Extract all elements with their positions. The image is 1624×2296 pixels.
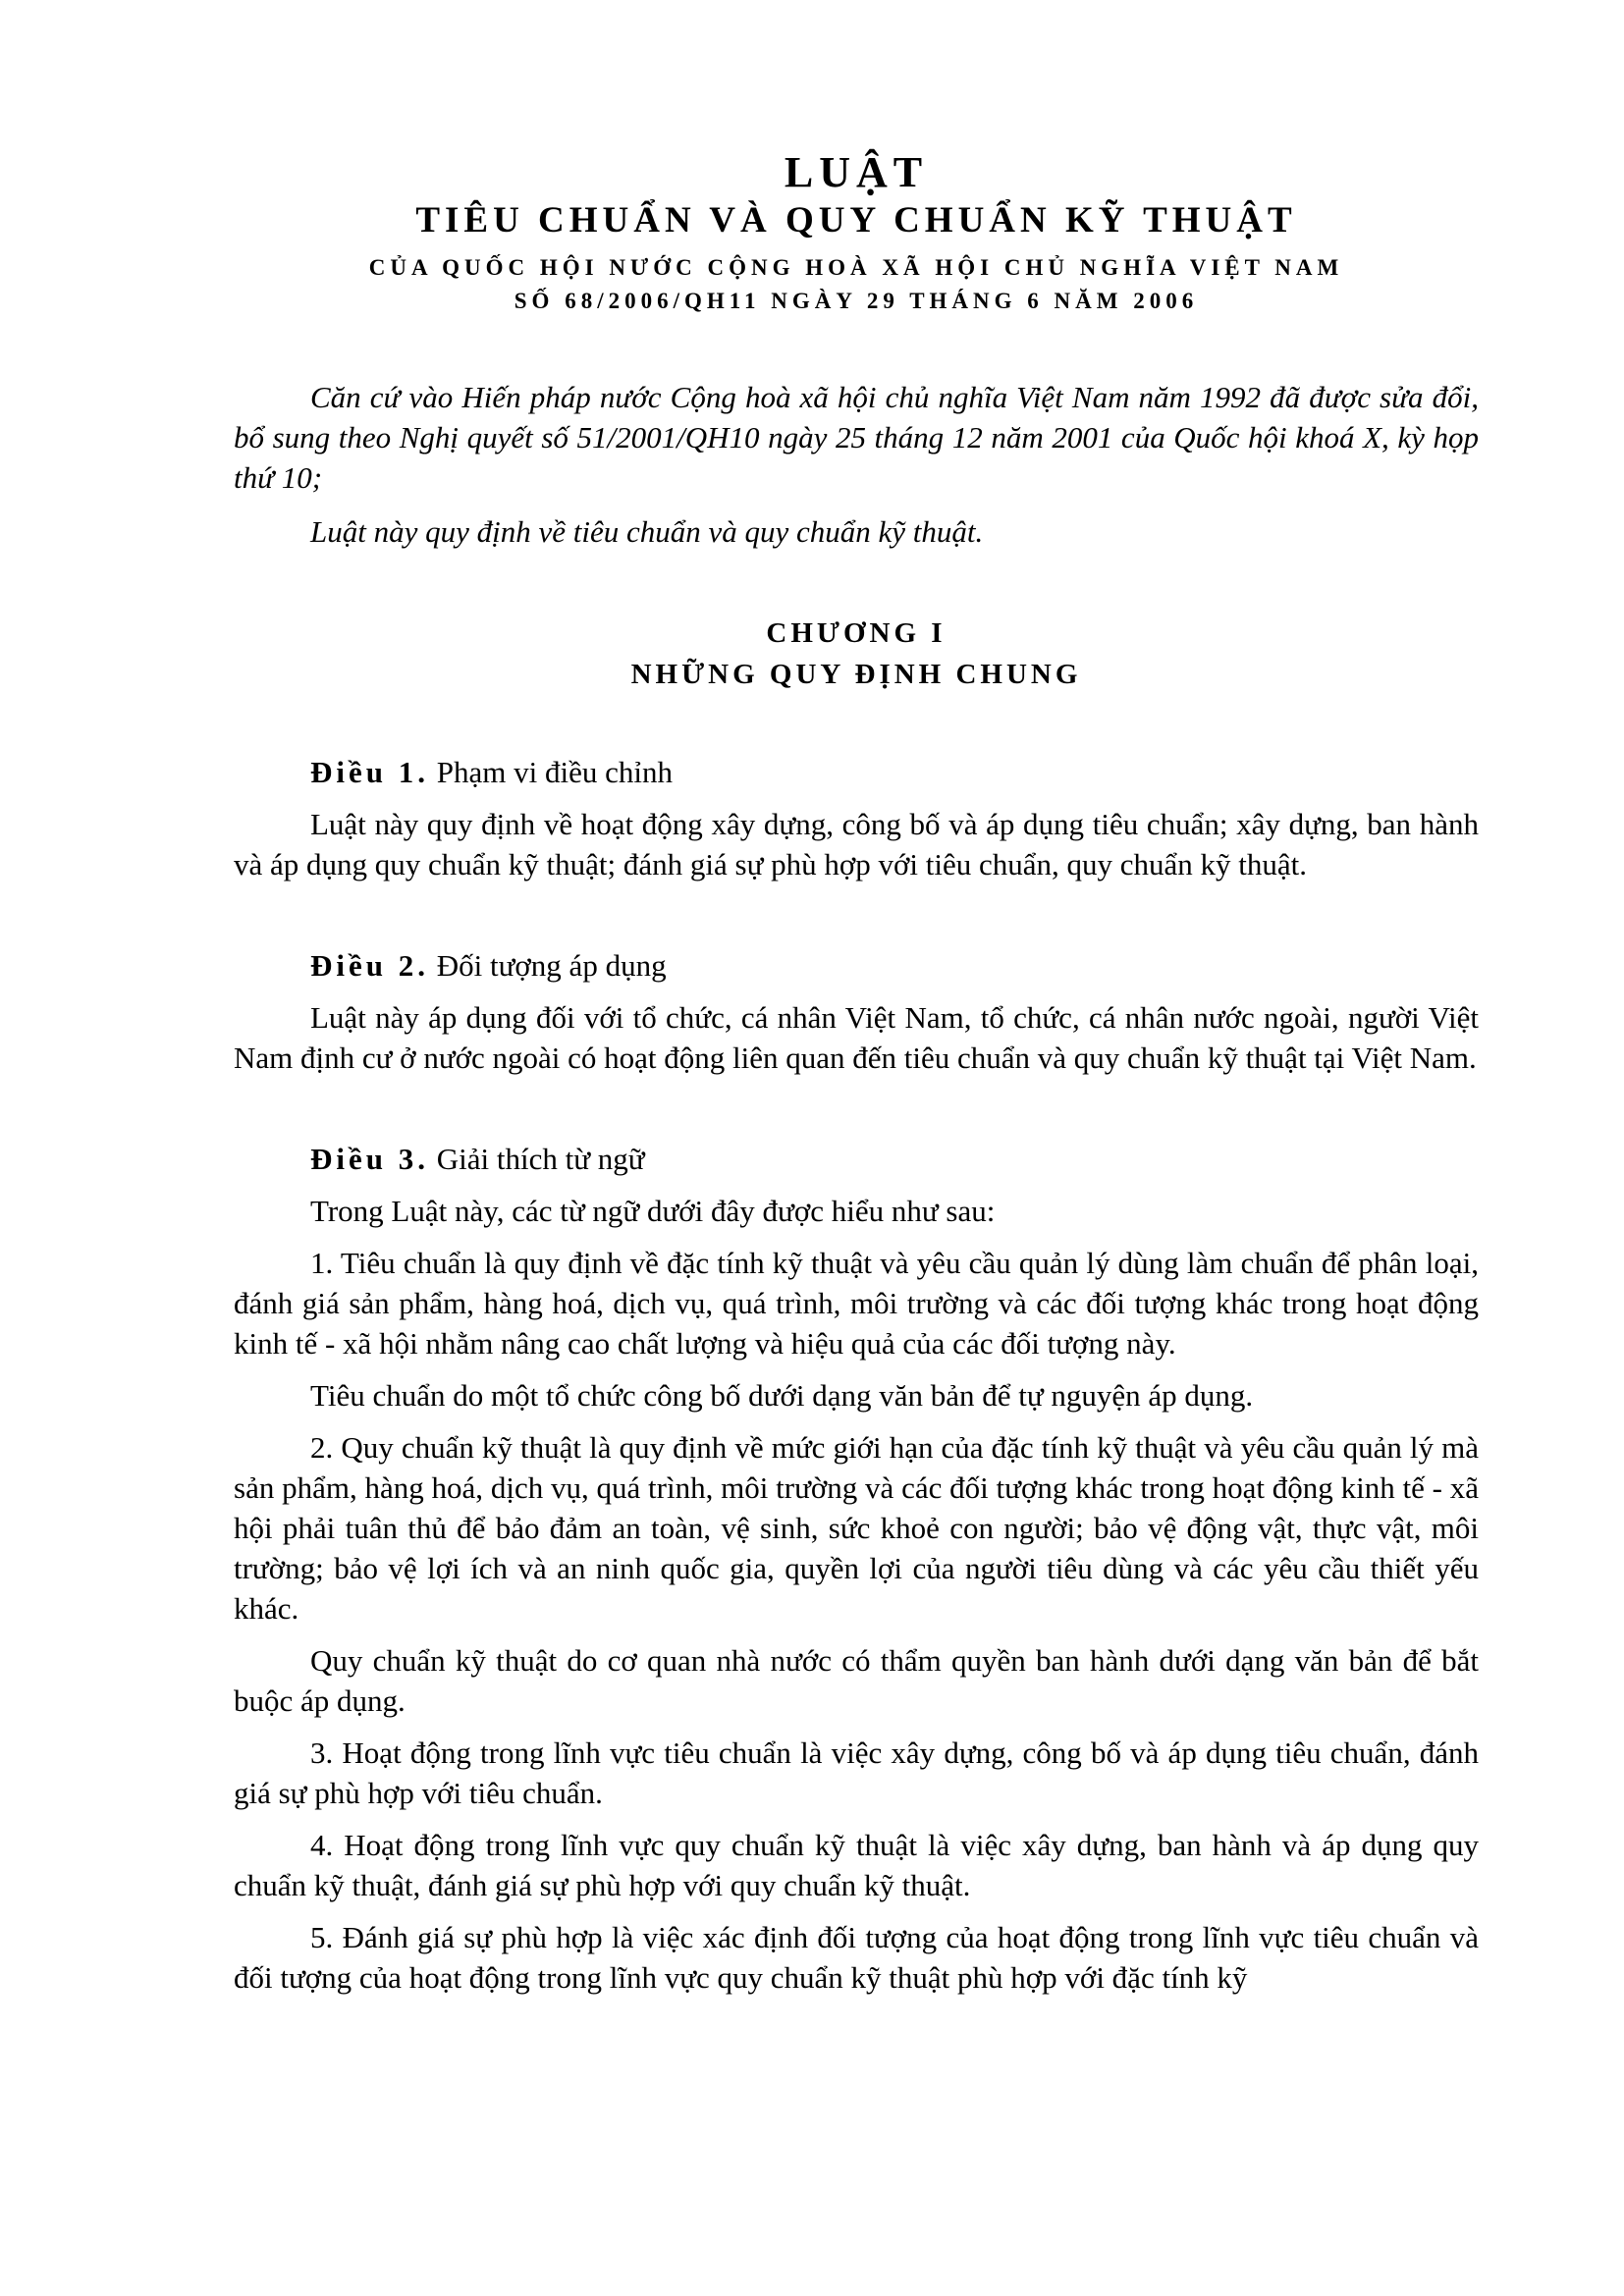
article-2-text: Luật này áp dụng đối với tổ chức, cá nhân Việt Nam, tổ chức, cá nhân nước ngoài, người Việt Nam định cư ở nước ngoài có hoạt động liên quan đến tiêu chuẩn và quy chuẩn kỹ thuật tại Việt Nam. [234,1000,1479,1075]
preamble-scope: Luật này quy định về tiêu chuẩn và quy chuẩn kỹ thuật. [310,514,984,549]
article-3-heading [234,1139,1479,1179]
article-3-item-4: 4. Hoạt động trong lĩnh vực quy chuẩn kỹ thuật là việc xây dựng, ban hành và áp dụng quy chuẩn kỹ thuật, đánh giá sự phù hợp với quy chuẩn kỹ thuật. [234,1828,1479,1902]
document-page [234,147,1479,1998]
article-1-label: Điều 1. [310,755,429,789]
article-3-item-1: 1. Tiêu chuẩn là quy định về đặc tính kỹ thuật và yêu cầu quản lý dùng làm chuẩn để phân loại, đánh giá sản phẩm, hàng hoá, dịch vụ, quá trình, môi trường và các đối tượng khác trong hoạt động kinh tế - xã hội nhằm nâng cao chất lượng và hiệu quả của các đối tượng này. [234,1246,1479,1361]
law-subtitle: TIÊU CHUẨN VÀ QUY CHUẨN KỸ THUẬT [415,200,1297,240]
article-3-item-5: 5. Đánh giá sự phù hợp là việc xác định đối tượng của hoạt động trong lĩnh vực tiêu chuẩn và đối tượng của hoạt động trong lĩnh vực quy chuẩn kỹ thuật phù hợp với đặc tính kỹ [234,1920,1479,1995]
law-number: SỐ 68/2006/QH11 NGÀY 29 THÁNG 6 NĂM 2006 [514,289,1199,313]
article-3-item-1-note: Tiêu chuẩn do một tổ chức công bố dưới dạng văn bản để tự nguyện áp dụng. [310,1378,1254,1413]
article-3-item-3: 3. Hoạt động trong lĩnh vực tiêu chuẩn là việc xây dựng, công bố và áp dụng tiêu chuẩn, đánh giá sự phù hợp với tiêu chuẩn. [234,1735,1479,1810]
article-3-intro: Trong Luật này, các từ ngữ dưới đây được hiểu như sau: [310,1194,996,1228]
article-1-title: Phạm vi điều chỉnh [436,755,673,789]
article-3-item-2: 2. Quy chuẩn kỹ thuật là quy định về mức giới hạn của đặc tính kỹ thuật và yêu cầu quản lý mà sản phẩm, hàng hoá, dịch vụ, quá trình, môi trường và các đối tượng khác trong hoạt động kinh tế - xã hội phải tuân thủ để bảo đảm an toàn, vệ sinh, sức khoẻ con người; bảo vệ động vật, thực vật, môi trường; bảo vệ lợi ích và an ninh quốc gia, quyền lợi của người tiêu dùng và các yêu cầu thiết yếu khác. [234,1430,1479,1626]
chapter-title: NHỮNG QUY ĐỊNH CHUNG [630,659,1082,690]
article-2-title: Đối tượng áp dụng [436,948,667,983]
article-3-label: Điều 3. [310,1142,429,1176]
chapter-number: CHƯƠNG I [766,617,947,649]
article-2-heading [234,945,1479,986]
law-title: LUẬT [784,148,929,196]
article-2-label: Điều 2. [310,948,429,983]
article-1-heading [234,752,1479,792]
preamble-basis: Căn cứ vào Hiến pháp nước Cộng hoà xã hội chủ nghĩa Việt Nam năm 1992 đã được sửa đổi, bổ sung theo Nghị quyết số 51/2001/QH10 ngày 25 tháng 12 năm 2001 của Quốc hội khoá X, kỳ họp thứ 10; [234,380,1479,495]
article-3-title: Giải thích từ ngữ [436,1142,645,1176]
article-1-text: Luật này quy định về hoạt động xây dựng, công bố và áp dụng tiêu chuẩn; xây dựng, ban hành và áp dụng quy chuẩn kỹ thuật; đánh giá sự phù hợp với tiêu chuẩn, quy chuẩn kỹ thuật. [234,807,1479,881]
article-3-item-2-note: Quy chuẩn kỹ thuật do cơ quan nhà nước có thẩm quyền ban hành dưới dạng văn bản để bắt buộc áp dụng. [234,1643,1479,1718]
law-issuer: CỦA QUỐC HỘI NƯỚC CỘNG HOÀ XÃ HỘI CHỦ NGHĨA VIỆT NAM [368,255,1344,280]
